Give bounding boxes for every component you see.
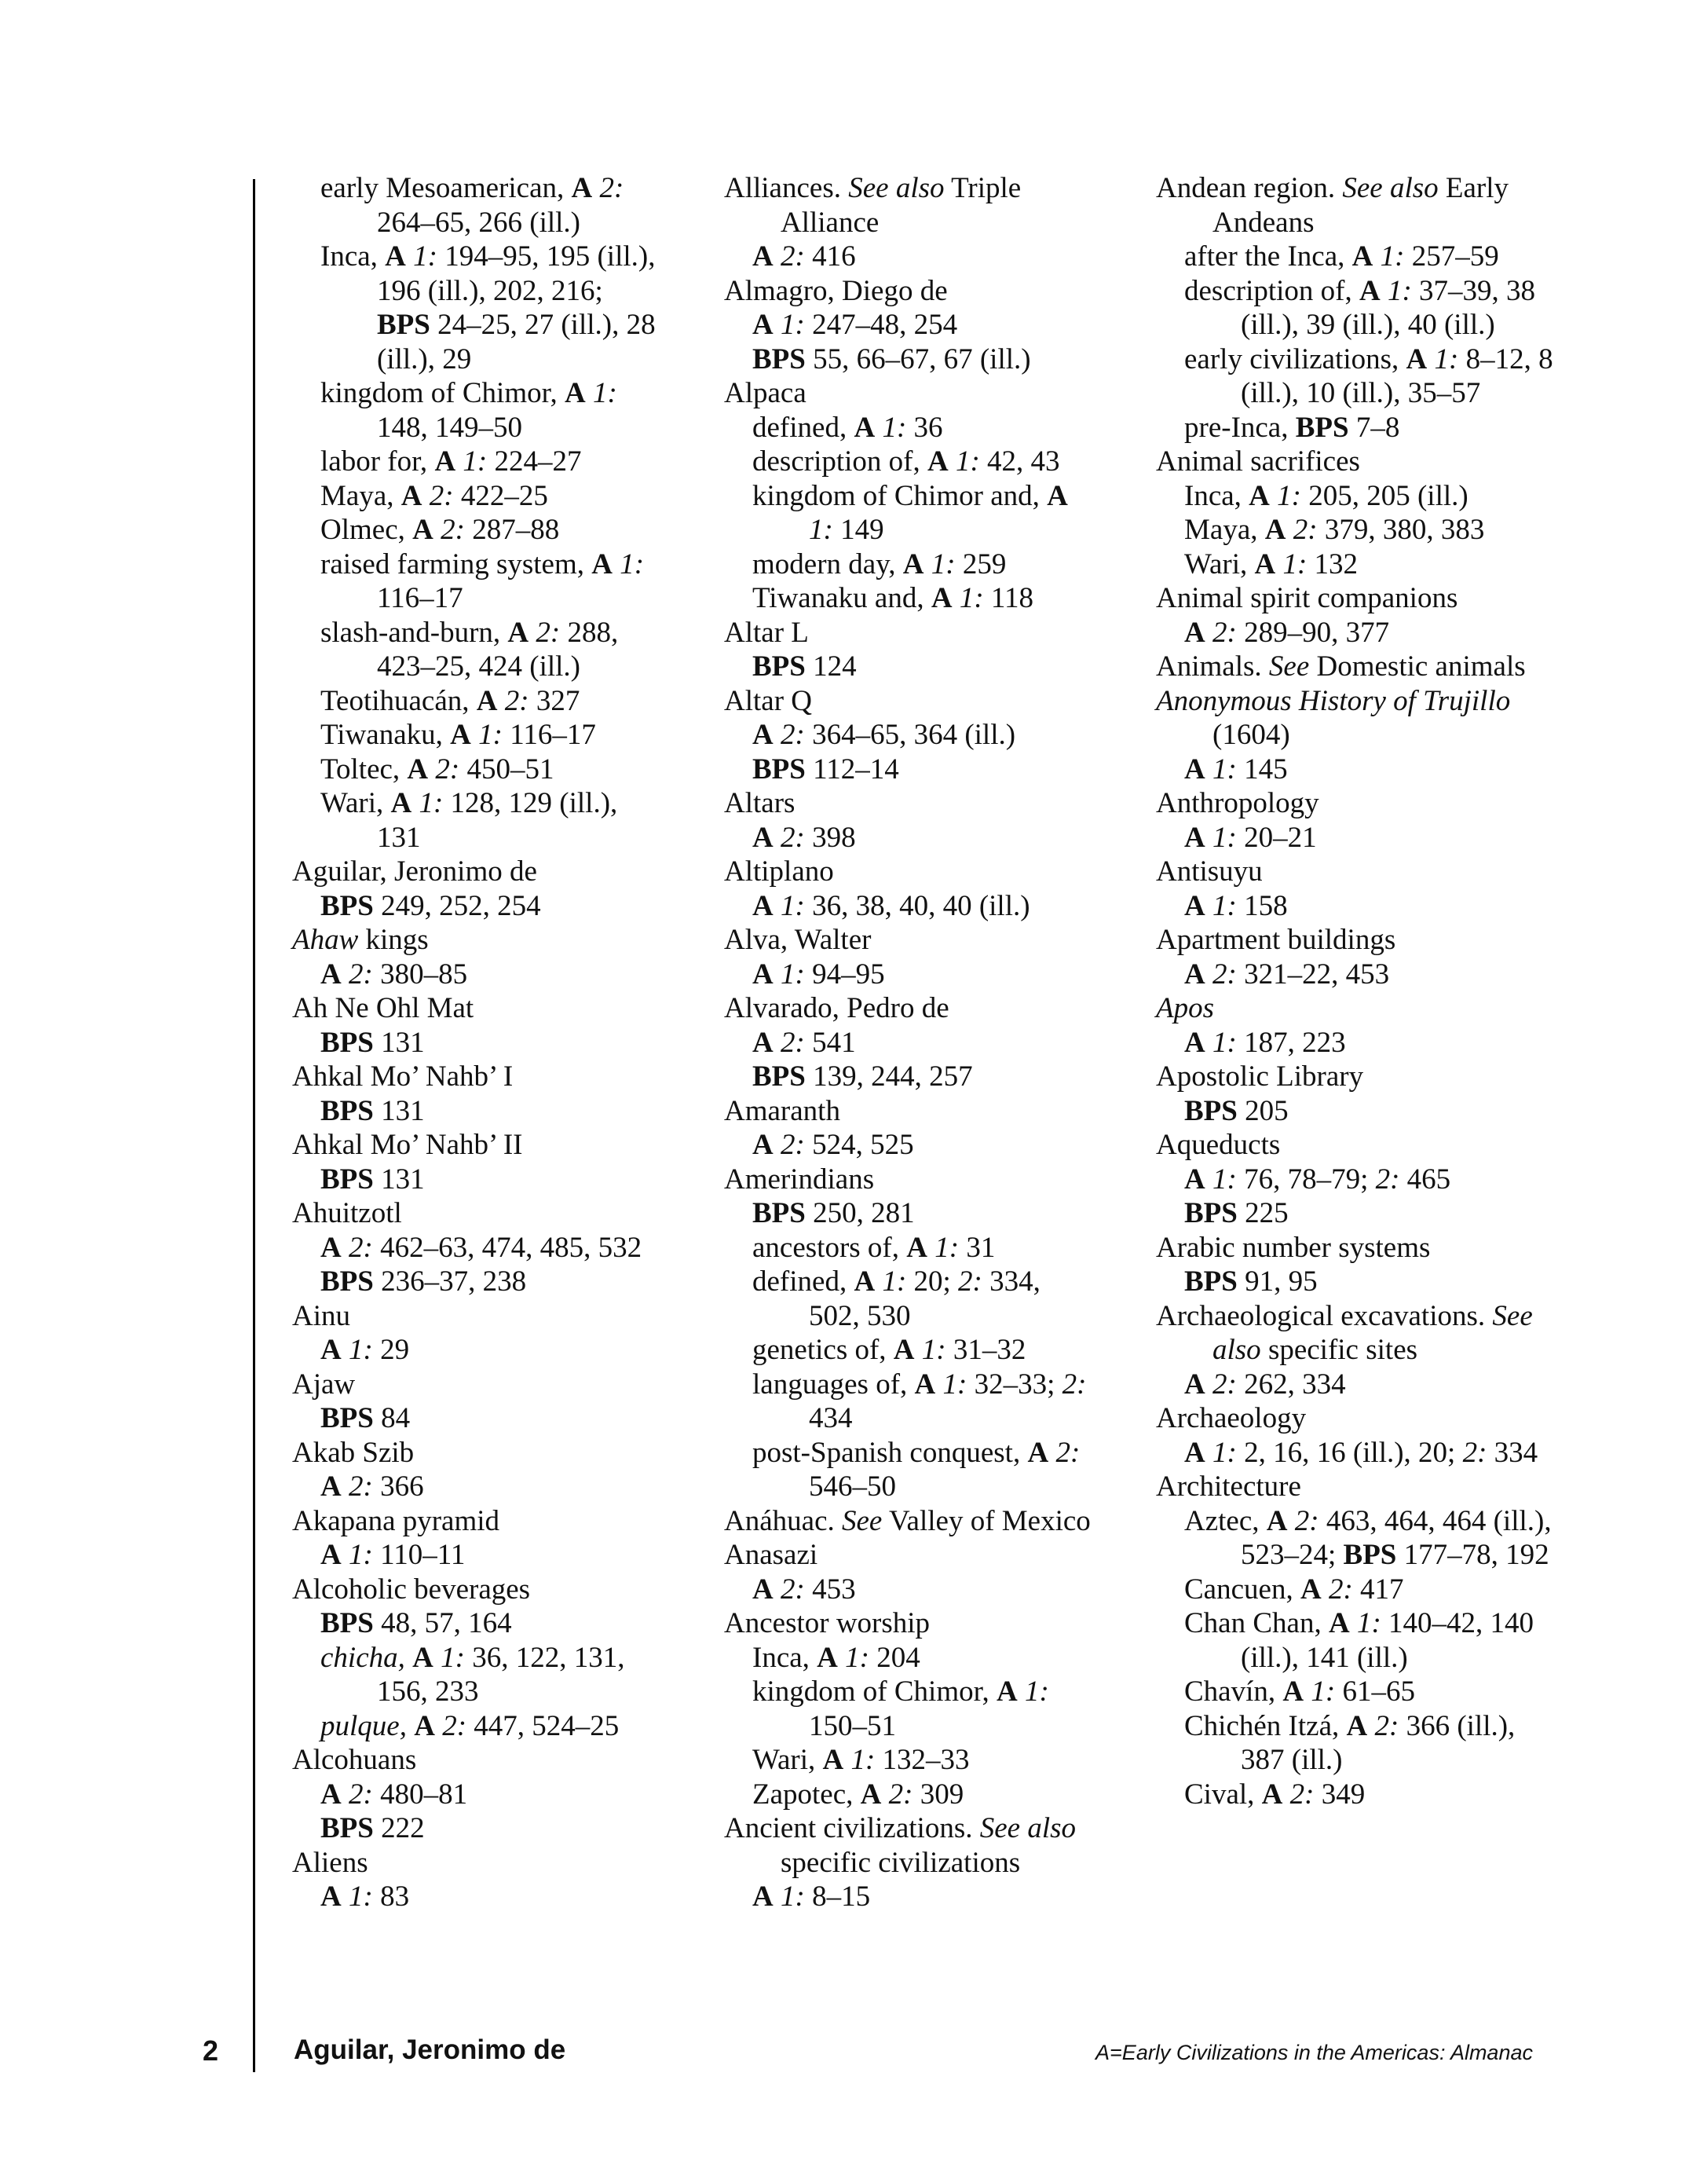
column-rule [253, 179, 255, 2072]
page-number: 2 [203, 2034, 219, 2067]
index-subentry: Cival, A 2: 349 [1184, 1778, 1366, 1811]
index-entry: Altar L [724, 616, 809, 649]
index-subentry: A 1: 29 [320, 1334, 410, 1366]
index-subentry: Teotihuacán, A 2: 327 [320, 684, 580, 717]
index-subentry: A 1: 2, 16, 16 (ill.), 20; 2: 334 [1184, 1436, 1538, 1469]
index-subentry: kingdom of Chimor, A 1: 148, 149–50 [320, 377, 617, 444]
index-entry: Ahkal Mo’ Nahb’ I [292, 1060, 514, 1093]
index-subentry: Chavín, A 1: 61–65 [1184, 1675, 1415, 1708]
index-subentry: Tiwanaku, A 1: 116–17 [320, 719, 596, 751]
index-subentry: A 1: 187, 223 [1184, 1026, 1346, 1059]
index-entry: Ah Ne Ohl Mat [292, 992, 474, 1024]
running-head-term: Aguilar, Jeronimo de [294, 2034, 566, 2065]
index-entry: Archaeological excavations. See also specific sites [1156, 1299, 1533, 1366]
index-subentry: A 2: 289–90, 377 [1184, 616, 1390, 649]
index-subentry: BPS 250, 281 [752, 1197, 915, 1229]
index-entry: Animal spirit companions [1156, 582, 1458, 614]
index-column-2 [724, 171, 1093, 1914]
running-head-title: A=Early Civilizations in the Americas: Almanac [1095, 2041, 1533, 2064]
index-subentry: pulque, A 2: 447, 524–25 [320, 1709, 620, 1742]
index-subentry: Wari, A 1: 132 [1184, 547, 1359, 580]
index-subentry: BPS 84 [320, 1402, 411, 1434]
index-subentry: BPS 131 [320, 1094, 425, 1127]
index-subentry: A 1: 36, 38, 40, 40 (ill.) [752, 889, 1030, 922]
index-entry: Ancestor worship [724, 1607, 931, 1639]
index-entry: Animal sacrifices [1156, 445, 1360, 478]
index-subentry: BPS 236–37, 238 [320, 1265, 527, 1298]
index-subentry: Aztec, A 2: 463, 464, 464 (ill.), 523–24; BPS 177–78, 192 [1184, 1504, 1552, 1571]
index-subentry: slash-and-burn, A 2: 288, 423–25, 424 (ill.) [320, 616, 619, 683]
index-subentry: defined, A 1: 36 [752, 411, 943, 444]
index-subentry: BPS 131 [320, 1163, 425, 1196]
index-subentry: A 2: 416 [752, 240, 856, 273]
index-entry: Akapana pyramid [292, 1504, 500, 1537]
index-subentry: Zapotec, A 2: 309 [752, 1778, 964, 1811]
index-entry: Akab Szib [292, 1436, 415, 1469]
index-entry: Ainu [292, 1299, 350, 1332]
index-subentry: A 1: 247–48, 254 [752, 309, 958, 341]
index-subentry: A 1: 145 [1184, 753, 1288, 786]
index-subentry: Tiwanaku and, A 1: 118 [752, 582, 1034, 614]
index-subentry: Wari, A 1: 128, 129 (ill.), 131 [320, 787, 618, 854]
index-subentry: Wari, A 1: 132–33 [752, 1744, 970, 1776]
index-subentry: A 1: 83 [320, 1881, 410, 1913]
index-entry: Apartment buildings [1156, 924, 1396, 956]
index-subentry: A 2: 262, 334 [1184, 1368, 1346, 1401]
index-entry: Alcoholic beverages [292, 1573, 531, 1606]
index-entry: Aguilar, Jeronimo de [292, 855, 537, 888]
index-subentry: A 2: 366 [320, 1470, 424, 1503]
index-subentry: Inca, A 1: 205, 205 (ill.) [1184, 479, 1468, 512]
index-entry: Alva, Walter [724, 924, 872, 956]
index-subentry: A 2: 480–81 [320, 1778, 468, 1811]
index-subentry: labor for, A 1: 224–27 [320, 445, 582, 478]
index-column-1 [292, 171, 661, 1914]
index-subentry: A 2: 380–85 [320, 958, 468, 991]
index-entry: Anáhuac. See Valley of Mexico [724, 1504, 1091, 1537]
index-subentry: chicha, A 1: 36, 122, 131, 156, 233 [320, 1641, 625, 1708]
index-subentry: post-Spanish conquest, A 2: 546–50 [752, 1436, 1081, 1503]
index-column-3 [1156, 171, 1564, 1811]
index-subentry: A 1: 94–95 [752, 958, 885, 991]
index-subentry: modern day, A 1: 259 [752, 547, 1007, 580]
index-subentry: after the Inca, A 1: 257–59 [1184, 240, 1499, 273]
index-subentry: A 2: 524, 525 [752, 1129, 914, 1161]
index-subentry: BPS 225 [1184, 1197, 1289, 1229]
index-subentry: BPS 48, 57, 164 [320, 1607, 512, 1639]
index-subentry: kingdom of Chimor and, A 1: 149 [752, 479, 1068, 546]
index-subentry: A 1: 20–21 [1184, 821, 1317, 854]
index-subentry: BPS 112–14 [752, 753, 899, 786]
index-subentry: A 2: 453 [752, 1573, 856, 1606]
index-subentry: BPS 222 [320, 1812, 425, 1844]
index-subentry: Toltec, A 2: 450–51 [320, 753, 554, 786]
index-subentry: BPS 91, 95 [1184, 1265, 1318, 1298]
index-subentry: description of, A 1: 42, 43 [752, 445, 1060, 478]
index-subentry: BPS 205 [1184, 1094, 1289, 1127]
index-subentry: description of, A 1: 37–39, 38 (ill.), 39 (ill.), 40 (ill.) [1184, 274, 1536, 341]
index-entry: Ahkal Mo’ Nahb’ II [292, 1129, 523, 1161]
index-entry: Anasazi [724, 1539, 818, 1571]
index-entry: Alpaca [724, 377, 806, 409]
index-entry: Antisuyu [1156, 855, 1263, 888]
index-subentry: Inca, A 1: 194–95, 195 (ill.), 196 (ill.), 202, 216; BPS 24–25, 27 (ill.), 28 (ill.), 29 [320, 240, 656, 375]
index-entry: Architecture [1156, 1470, 1301, 1503]
index-subentry: A 2: 364–65, 364 (ill.) [752, 719, 1016, 751]
index-subentry: pre-Inca, BPS 7–8 [1184, 411, 1400, 444]
index-entry: Ahuitzotl [292, 1197, 402, 1229]
index-subentry: early Mesoamerican, A 2: 264–65, 266 (ill.) [320, 172, 624, 239]
index-entry: Arabic number systems [1156, 1231, 1431, 1264]
index-subentry: languages of, A 1: 32–33; 2: 434 [752, 1368, 1087, 1434]
index-entry: Aqueducts [1156, 1129, 1281, 1161]
index-subentry: early civilizations, A 1: 8–12, 8 (ill.), 10 (ill.), 35–57 [1184, 342, 1553, 409]
index-entry: Almagro, Diego de [724, 274, 948, 307]
index-entry: Animals. See Domestic animals [1156, 650, 1526, 683]
index-entry: Anonymous History of Trujillo (1604) [1156, 684, 1511, 751]
index-subentry: Chichén Itzá, A 2: 366 (ill.), 387 (ill.) [1184, 1709, 1516, 1776]
index-entry: Apos [1156, 992, 1214, 1024]
index-subentry: BPS 131 [320, 1026, 425, 1059]
index-subentry: Olmec, A 2: 287–88 [320, 514, 560, 546]
index-subentry: ancestors of, A 1: 31 [752, 1231, 996, 1264]
index-entry: Archaeology [1156, 1402, 1307, 1434]
index-subentry: A 2: 321–22, 453 [1184, 958, 1390, 991]
index-subentry: genetics of, A 1: 31–32 [752, 1334, 1026, 1366]
index-subentry: A 2: 398 [752, 821, 856, 854]
index-subentry: A 1: 76, 78–79; 2: 465 [1184, 1163, 1451, 1196]
index-entry: Aliens [292, 1846, 368, 1879]
index-subentry: Maya, A 2: 379, 380, 383 [1184, 514, 1485, 546]
index-subentry: defined, A 1: 20; 2: 334, 502, 530 [752, 1265, 1041, 1332]
index-entry: Amaranth [724, 1094, 840, 1127]
index-subentry: Inca, A 1: 204 [752, 1641, 920, 1674]
index-subentry: BPS 249, 252, 254 [320, 889, 541, 922]
index-entry: Ahaw kings [292, 924, 429, 956]
index-subentry: A 1: 110–11 [320, 1539, 466, 1571]
index-entry: Ajaw [292, 1368, 356, 1401]
index-subentry: BPS 124 [752, 650, 857, 683]
index-subentry: Chan Chan, A 1: 140–42, 140 (ill.), 141 (ill.) [1184, 1607, 1534, 1674]
index-subentry: A 2: 462–63, 474, 485, 532 [320, 1231, 642, 1264]
index-entry: Altar Q [724, 684, 812, 717]
index-subentry: kingdom of Chimor, A 1: 150–51 [752, 1675, 1049, 1742]
index-entry: Amerindians [724, 1163, 875, 1196]
index-entry: Ancient civilizations. See also specific civilizations [724, 1812, 1077, 1879]
index-entry: Alcohuans [292, 1744, 417, 1776]
index-subentry: BPS 139, 244, 257 [752, 1060, 973, 1093]
index-entry: Apostolic Library [1156, 1060, 1364, 1093]
index-subentry: raised farming system, A 1: 116–17 [320, 547, 645, 614]
index-subentry: A 1: 8–15 [752, 1881, 871, 1913]
index-entry: Altars [724, 787, 795, 819]
index-entry: Alvarado, Pedro de [724, 992, 949, 1024]
index-subentry: BPS 55, 66–67, 67 (ill.) [752, 342, 1031, 375]
index-subentry: Maya, A 2: 422–25 [320, 479, 548, 512]
index-entry: Altiplano [724, 855, 834, 888]
index-entry: Anthropology [1156, 787, 1319, 819]
index-entry: Andean region. See also Early Andeans [1156, 172, 1509, 239]
index-subentry: A 2: 541 [752, 1026, 856, 1059]
index-subentry: A 1: 158 [1184, 889, 1288, 922]
index-subentry: Cancuen, A 2: 417 [1184, 1573, 1404, 1606]
index-entry: Alliances. See also Triple Alliance [724, 172, 1022, 239]
